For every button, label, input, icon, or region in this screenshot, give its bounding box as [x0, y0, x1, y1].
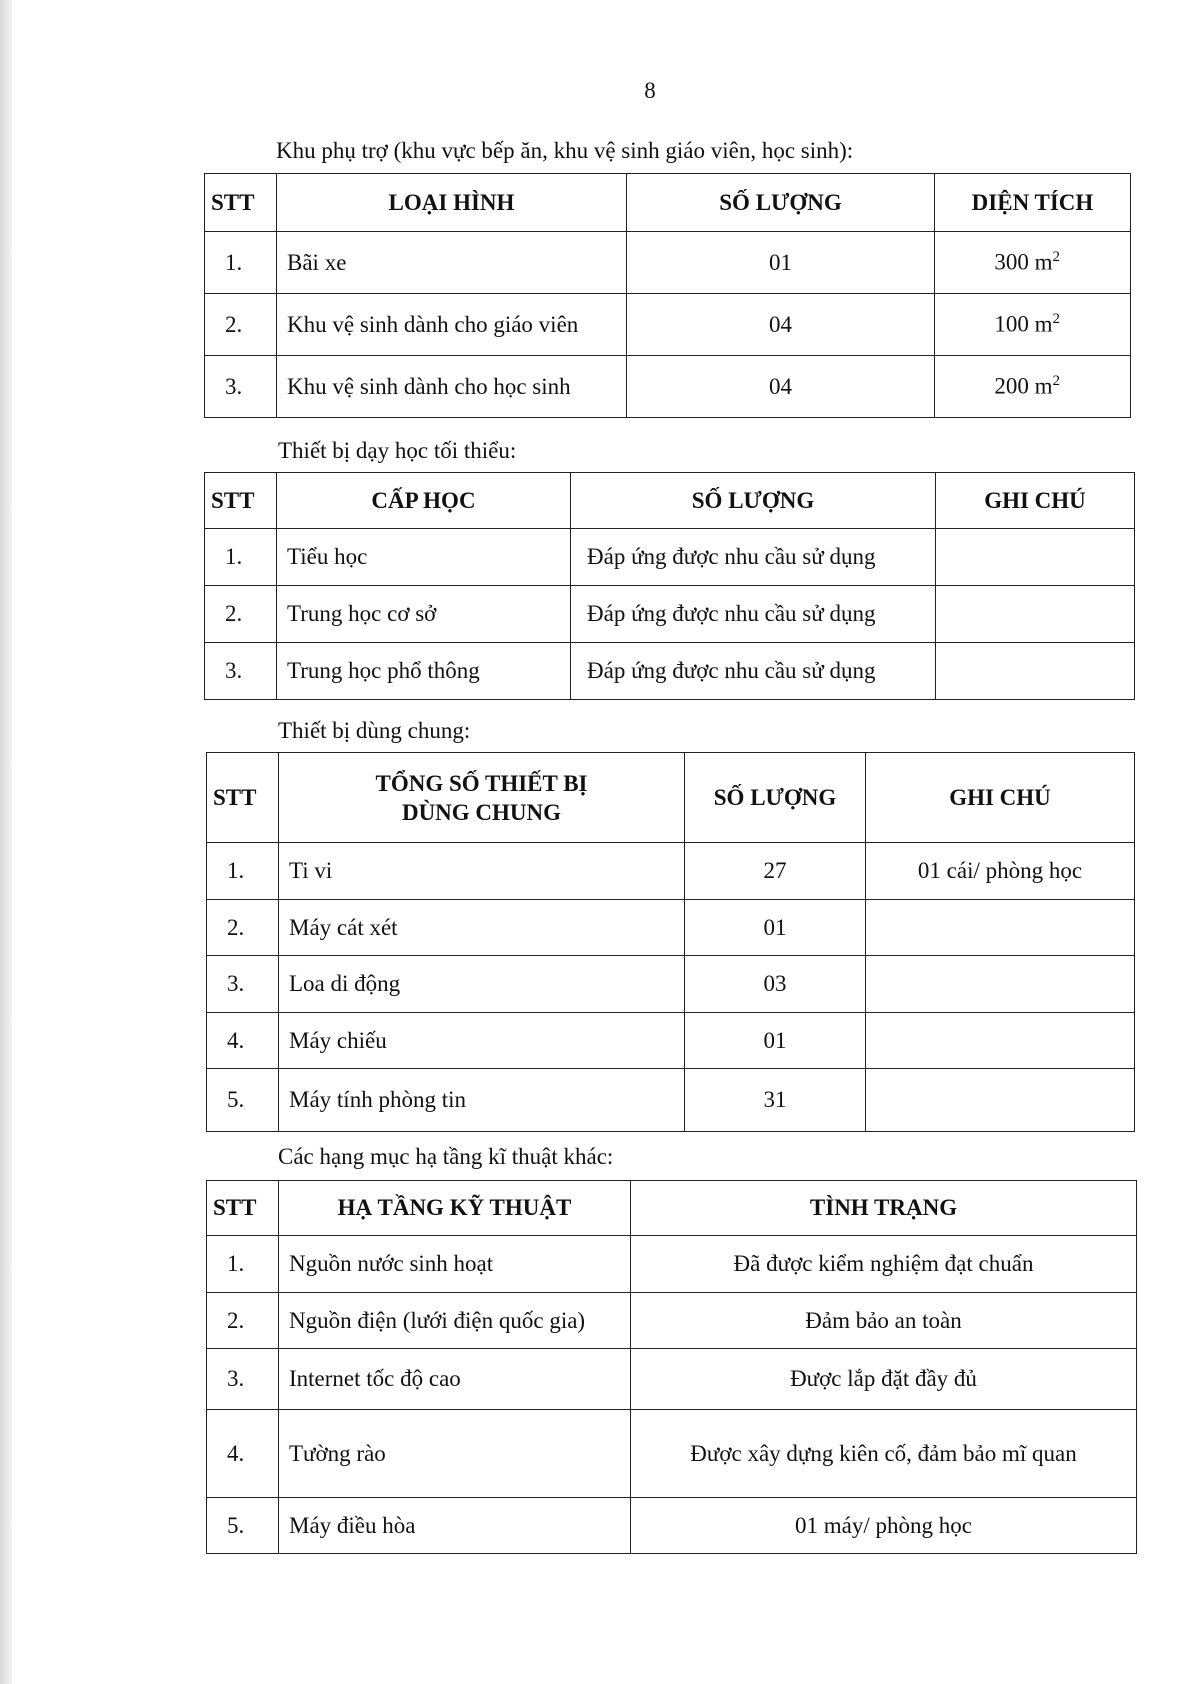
row-note: [936, 529, 1135, 586]
row-stt: 3.: [207, 956, 279, 1013]
row-stt: 4.: [207, 1013, 279, 1069]
table-row: [205, 529, 1135, 586]
header-stt: STT: [207, 753, 279, 843]
row-type: Bãi xe: [277, 232, 627, 294]
row-item: Tường rào: [279, 1410, 631, 1498]
scan-margin-shadow: [0, 0, 12, 1684]
row-status: 01 máy/ phòng học: [631, 1498, 1137, 1554]
table-row: [205, 294, 1131, 356]
area-unit-power: 2: [1052, 249, 1060, 266]
table-row: [207, 956, 1135, 1013]
min-equipment-table: [204, 472, 1135, 700]
table-row: [207, 1410, 1137, 1498]
table-row: [205, 232, 1131, 294]
row-note: 01 cái/ phòng học: [866, 843, 1135, 900]
area-unit-power: 2: [1052, 373, 1060, 390]
section-title-shared-equipment: Thiết bị dùng chung:: [278, 718, 471, 743]
row-stt: 5.: [207, 1498, 279, 1554]
table-row: [207, 1069, 1135, 1132]
row-stt: 4.: [207, 1410, 279, 1498]
row-stt: 2.: [205, 294, 277, 356]
row-level: Trung học cơ sở: [277, 586, 571, 643]
row-item: Máy điều hòa: [279, 1498, 631, 1554]
row-stt: 5.: [207, 1069, 279, 1132]
table-row: [205, 356, 1131, 418]
area-value: 200: [994, 373, 1029, 399]
row-stt: 2.: [205, 586, 277, 643]
table-row: [207, 1293, 1137, 1349]
header-area: DIỆN TÍCH: [935, 174, 1131, 232]
area-value: 300: [994, 249, 1029, 275]
row-qty: 04: [627, 294, 935, 356]
row-item: Internet tốc độ cao: [279, 1349, 631, 1410]
header-name: TỔNG SỐ THIẾT BỊ DÙNG CHUNG: [279, 753, 685, 843]
table-header-row: [207, 753, 1135, 843]
row-stt: 2.: [207, 900, 279, 956]
table-header-row: [207, 1181, 1137, 1236]
row-note: [866, 1069, 1135, 1132]
row-stt: 3.: [205, 643, 277, 700]
shared-equipment-table: [206, 752, 1135, 1132]
row-status: Được lắp đặt đầy đủ: [631, 1349, 1137, 1410]
header-qty: SỐ LƯỢNG: [571, 473, 936, 529]
page-number: 8: [644, 78, 656, 103]
row-stt: 3.: [207, 1349, 279, 1410]
area-value: 100: [994, 311, 1029, 337]
header-qty: SỐ LƯỢNG: [685, 753, 866, 843]
row-qty: 27: [685, 843, 866, 900]
section-title-min-equipment: Thiết bị dạy học tối thiểu:: [278, 438, 517, 463]
area-unit-power: 2: [1052, 311, 1060, 328]
table-row: [207, 1349, 1137, 1410]
row-qty: Đáp ứng được nhu cầu sử dụng: [571, 643, 936, 700]
row-type: Khu vệ sinh dành cho giáo viên: [277, 294, 627, 356]
row-area: [935, 356, 1131, 418]
table-row: [207, 843, 1135, 900]
row-stt: 1.: [207, 1236, 279, 1293]
row-stt: 1.: [207, 843, 279, 900]
row-name: Ti vi: [279, 843, 685, 900]
table-row: [205, 643, 1135, 700]
row-level: Trung học phổ thông: [277, 643, 571, 700]
row-qty: 03: [685, 956, 866, 1013]
table-header-row: [205, 473, 1135, 529]
row-status: Đảm bảo an toàn: [631, 1293, 1137, 1349]
section-title-aux: Khu phụ trợ (khu vực bếp ăn, khu vệ sinh giáo viên, học sinh):: [276, 138, 854, 163]
header-type: LOẠI HÌNH: [277, 174, 627, 232]
row-type: Khu vệ sinh dành cho học sinh: [277, 356, 627, 418]
header-stt: STT: [207, 1181, 279, 1236]
row-qty: 31: [685, 1069, 866, 1132]
row-name: Máy cát xét: [279, 900, 685, 956]
header-note: GHI CHÚ: [866, 753, 1135, 843]
row-status: Đã được kiểm nghiệm đạt chuẩn: [631, 1236, 1137, 1293]
header-level: CẤP HỌC: [277, 473, 571, 529]
row-stt: 3.: [205, 356, 277, 418]
row-stt: 1.: [205, 529, 277, 586]
table-row: [205, 586, 1135, 643]
table-row: [207, 1013, 1135, 1069]
infrastructure-table: [206, 1180, 1137, 1554]
row-qty: 04: [627, 356, 935, 418]
row-item: Nguồn điện (lưới điện quốc gia): [279, 1293, 631, 1349]
row-note: [936, 643, 1135, 700]
row-area: [935, 294, 1131, 356]
header-qty: SỐ LƯỢNG: [627, 174, 935, 232]
row-qty: Đáp ứng được nhu cầu sử dụng: [571, 586, 936, 643]
area-unit: m: [1034, 373, 1053, 399]
row-area: [935, 232, 1131, 294]
section-title-infrastructure: Các hạng mục hạ tầng kĩ thuật khác:: [278, 1144, 614, 1169]
row-name: Máy tính phòng tin: [279, 1069, 685, 1132]
row-stt: 2.: [207, 1293, 279, 1349]
row-note: [866, 956, 1135, 1013]
row-note: [866, 900, 1135, 956]
table-header-row: [205, 174, 1131, 232]
row-note: [936, 586, 1135, 643]
row-stt: 1.: [205, 232, 277, 294]
row-qty: Đáp ứng được nhu cầu sử dụng: [571, 529, 936, 586]
row-qty: 01: [627, 232, 935, 294]
row-qty: 01: [685, 1013, 866, 1069]
row-qty: 01: [685, 900, 866, 956]
table-row: [207, 1236, 1137, 1293]
header-stt: STT: [205, 473, 277, 529]
header-item: HẠ TẦNG KỸ THUẬT: [279, 1181, 631, 1236]
row-item: Nguồn nước sinh hoạt: [279, 1236, 631, 1293]
row-name: Máy chiếu: [279, 1013, 685, 1069]
header-status: TÌNH TRẠNG: [631, 1181, 1137, 1236]
row-name: Loa di động: [279, 956, 685, 1013]
header-note: GHI CHÚ: [936, 473, 1135, 529]
row-level: Tiểu học: [277, 529, 571, 586]
header-stt: STT: [205, 174, 277, 232]
table-row: [207, 900, 1135, 956]
row-note: [866, 1013, 1135, 1069]
row-status: Được xây dựng kiên cố, đảm bảo mĩ quan: [631, 1410, 1137, 1498]
aux-table: [204, 173, 1131, 418]
area-unit: m: [1034, 249, 1053, 275]
table-row: [207, 1498, 1137, 1554]
area-unit: m: [1034, 311, 1053, 337]
